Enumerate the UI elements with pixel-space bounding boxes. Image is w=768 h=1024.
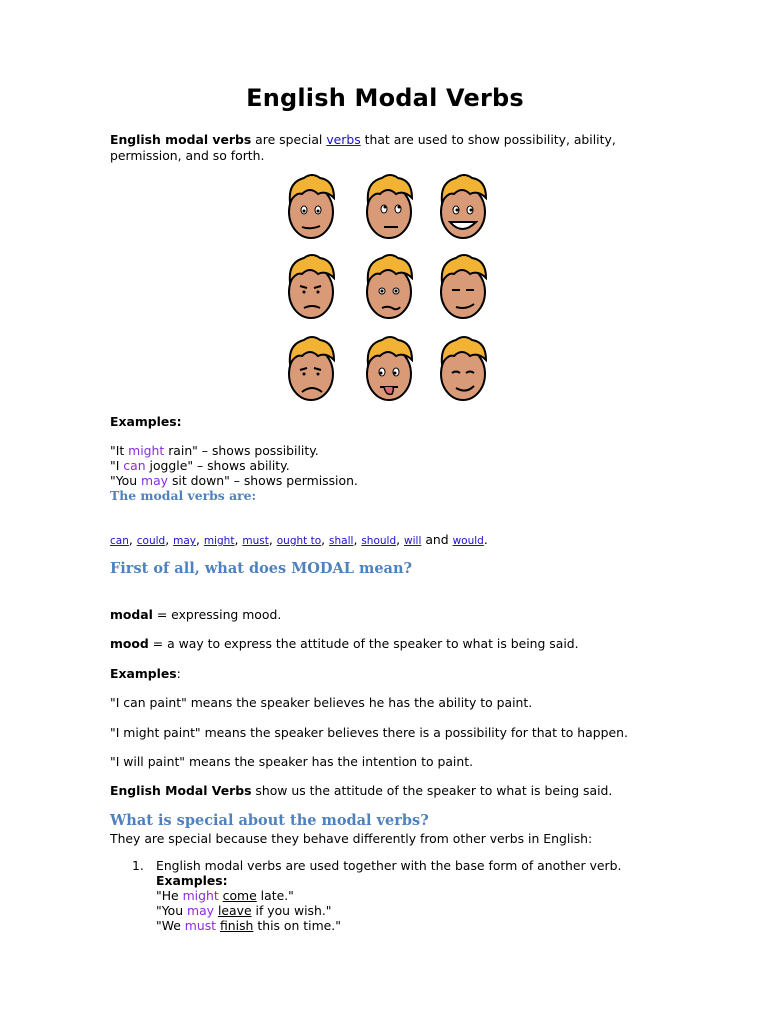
- modal-link-might[interactable]: might: [203, 535, 235, 547]
- modal-verbs-list: can, could, may, might, must, ought to, shall, should, will and would.: [110, 532, 488, 547]
- face-tongue-out-icon: [358, 334, 418, 404]
- section2-intro: They are special because they behave differently from other verbs in English:: [110, 831, 593, 846]
- face-doubtful-icon: [358, 252, 418, 322]
- face-neutral-icon: [280, 172, 340, 242]
- list-example-line: "You may leave if you wish.": [156, 903, 332, 918]
- modal-link-can[interactable]: can: [110, 535, 129, 547]
- face-sad-icon: [280, 334, 340, 404]
- modal-link-must[interactable]: must: [242, 535, 269, 547]
- intro-bold: English modal verbs: [110, 132, 252, 147]
- section-heading-what-modal-means: First of all, what does MODAL mean?: [110, 560, 412, 577]
- modal-link-should[interactable]: should: [361, 535, 397, 547]
- page-title: English Modal Verbs: [246, 84, 524, 112]
- and-word: and: [425, 532, 449, 547]
- section-heading-what-is-special: What is special about the modal verbs?: [110, 812, 429, 829]
- verbs-link[interactable]: verbs: [326, 132, 361, 147]
- modal-link-could[interactable]: could: [136, 535, 166, 547]
- summary-paragraph: English Modal Verbs show us the attitude of the speaker to what is being said.: [110, 783, 613, 798]
- list-example-line: "He might come late.": [156, 888, 294, 903]
- intro-post: that are used to show possibility, ability,: [360, 132, 616, 147]
- modal-link-shall[interactable]: shall: [329, 535, 354, 547]
- list-example-line: "We must finish this on time.": [156, 918, 341, 933]
- list-number: 1.: [132, 858, 144, 873]
- modal-link-ought-to[interactable]: ought to: [276, 535, 322, 547]
- intro-pre: are special: [251, 132, 327, 147]
- modal-link-would[interactable]: would: [452, 535, 484, 547]
- example-paint-can: "I can paint" means the speaker believes he has the ability to paint.: [110, 695, 533, 710]
- face-sly-icon: [432, 334, 492, 404]
- faces-illustration: [280, 172, 500, 412]
- face-laughing-icon: [432, 172, 492, 242]
- example-line: "You may sit down" – shows permission.: [110, 473, 358, 488]
- modal-verbs-heading: The modal verbs are:: [110, 488, 257, 503]
- special-list: [132, 858, 660, 933]
- face-thinking-icon: [358, 172, 418, 242]
- list-item: [132, 858, 660, 933]
- modal-definition: modal = expressing mood.: [110, 607, 282, 622]
- intro-paragraph: [110, 132, 616, 147]
- examples-heading: Examples:: [110, 414, 182, 429]
- face-smirk-icon: [432, 252, 492, 322]
- list-examples-label: Examples:: [156, 873, 228, 888]
- example-line: "It might rain" – shows possibility.: [110, 443, 319, 458]
- example-paint-will: "I will paint" means the speaker has the intention to paint.: [110, 754, 474, 769]
- examples2-heading: Examples:: [110, 666, 181, 681]
- list-item-text: English modal verbs are used together with the base form of another verb.: [156, 858, 622, 873]
- example-paint-might: "I might paint" means the speaker believes there is a possibility for that to happen.: [110, 725, 628, 740]
- examples-list: [110, 443, 358, 488]
- mood-definition: mood = a way to express the attitude of the speaker to what is being said.: [110, 636, 579, 651]
- modal-link-will[interactable]: will: [404, 535, 422, 547]
- modal-link-may[interactable]: may: [173, 535, 196, 547]
- face-worried-icon: [280, 252, 340, 322]
- example-line: "I can joggle" – shows ability.: [110, 458, 290, 473]
- intro-line2: permission, and so forth.: [110, 148, 265, 163]
